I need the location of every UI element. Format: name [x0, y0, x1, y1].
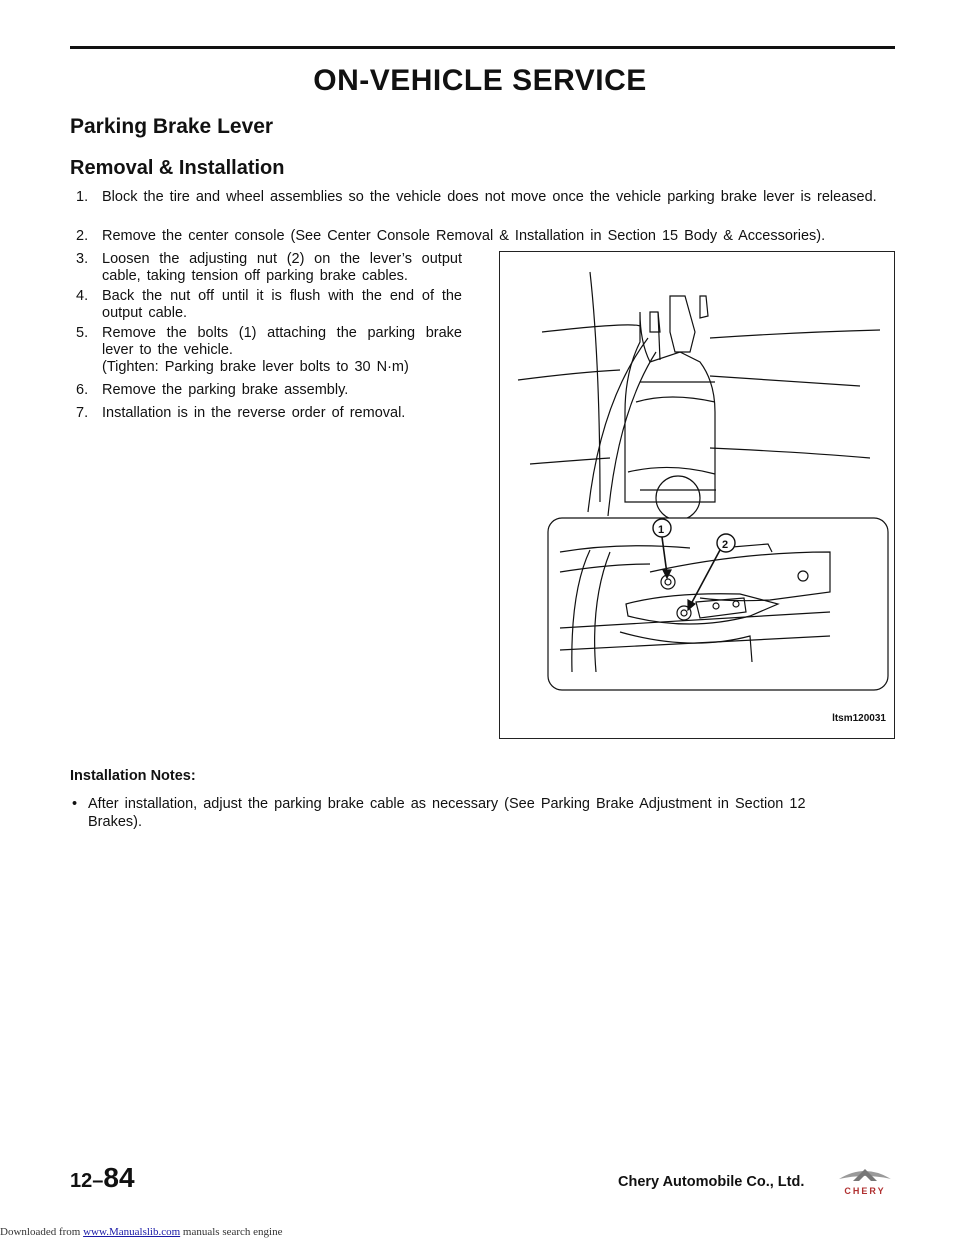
step-number: 3.	[76, 251, 89, 267]
parking-brake-illustration	[499, 251, 895, 739]
step-text: Block the tire and wheel assemblies so the vehicle does not move once the vehicle parking brake lever is released.	[102, 189, 877, 205]
chery-logo	[833, 1165, 897, 1202]
step-text: Installation is in the reverse order of removal.	[102, 405, 406, 421]
section-number: 12–	[70, 1170, 104, 1192]
step-5	[76, 325, 462, 376]
section-title: Parking Brake Lever	[70, 115, 274, 138]
download-suffix: manuals search engine	[180, 1226, 283, 1238]
step-number: 7.	[76, 405, 89, 421]
download-prefix: Downloaded from	[0, 1226, 84, 1238]
step-7	[76, 405, 462, 422]
step-4	[76, 288, 462, 322]
illustration-drawing	[500, 252, 896, 740]
step-text: Back the nut off until it is flush with the end of the output cable.	[102, 288, 462, 321]
installation-note-item	[72, 795, 862, 831]
page-number	[70, 1162, 135, 1194]
company-name: Chery Automobile Co., Ltd.	[618, 1174, 805, 1190]
logo-text: CHERY	[844, 1186, 886, 1196]
step-text: Remove the bolts (1) attaching the parking brake lever to the vehicle.	[102, 325, 462, 358]
page-title: ON-VEHICLE SERVICE	[313, 64, 647, 97]
subsection-title: Removal & Installation	[70, 157, 285, 179]
step-number: 6.	[76, 382, 89, 398]
figure-id: ltsm120031	[832, 713, 886, 724]
step-number: 4.	[76, 288, 89, 304]
step-number: 1.	[76, 189, 89, 205]
step-2	[76, 228, 906, 245]
step-number: 2.	[76, 228, 89, 244]
torque-note: (Tighten: Parking brake lever bolts to 30 N·m)	[102, 359, 409, 375]
step-text: Remove the parking brake assembly.	[102, 382, 349, 398]
step-text: Loosen the adjusting nut (2) on the lever’s output cable, taking tension off parking brake cables.	[102, 251, 462, 284]
bullet-icon: •	[72, 796, 78, 812]
step-text: Remove the center console (See Center Console Removal & Installation in Section 15 Body & Accessories).	[102, 228, 826, 244]
callout-1: 1	[658, 524, 665, 536]
download-banner	[0, 1226, 282, 1238]
step-3	[76, 251, 462, 285]
callout-2: 2	[722, 539, 729, 551]
step-number: 5.	[76, 325, 89, 341]
manualslib-link[interactable]: www.Manualslib.com	[83, 1226, 181, 1238]
step-1	[76, 189, 896, 206]
note-text: After installation, adjust the parking brake cable as necessary (See Parking Brake Adjustment in Section 12 Brakes).	[88, 796, 806, 830]
step-6	[76, 382, 462, 399]
page-number-value: 84	[103, 1162, 135, 1193]
installation-notes-heading: Installation Notes:	[70, 768, 196, 784]
top-rule	[70, 46, 895, 49]
